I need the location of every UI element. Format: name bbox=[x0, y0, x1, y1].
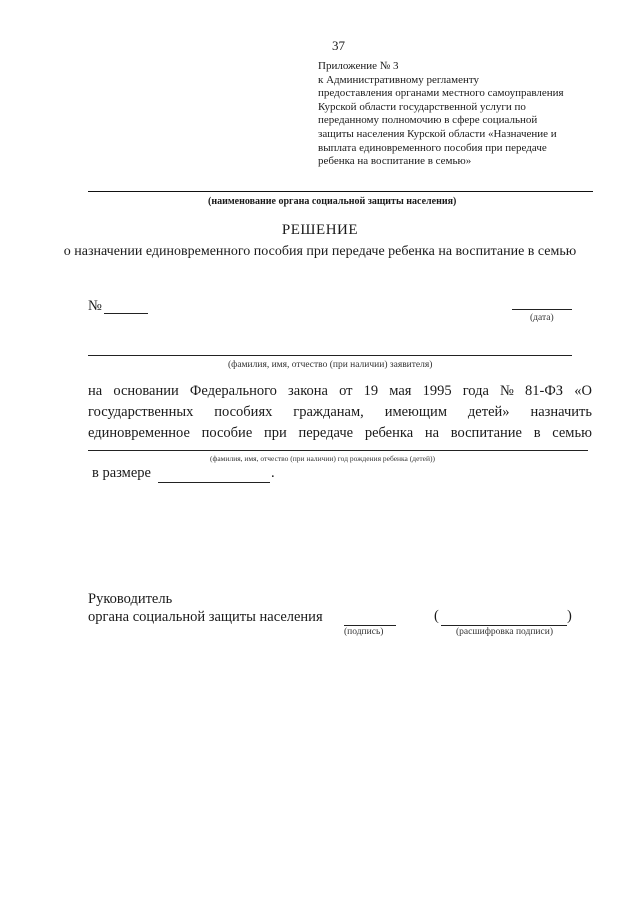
body-word: пособие bbox=[201, 425, 253, 441]
body-word: закона bbox=[288, 383, 328, 399]
child-caption: (фамилия, имя, отчество (при наличии) год рождения ребенка (детей)) bbox=[210, 454, 436, 463]
body-line-1 bbox=[88, 383, 592, 400]
signature-caption: (подпись) bbox=[344, 627, 384, 637]
body-word: на bbox=[88, 383, 103, 399]
document-title: РЕШЕНИЕ bbox=[281, 222, 359, 238]
body-word: имеющим bbox=[384, 404, 447, 420]
appendix-block bbox=[318, 60, 564, 169]
appendix-line: защиты населения Курской области «Назначение и bbox=[318, 127, 557, 140]
body-word: № bbox=[500, 383, 514, 399]
appendix-line: переданному полномочию в сфере социальной bbox=[318, 114, 538, 127]
body-word: 1995 bbox=[422, 383, 452, 399]
body-word: «О bbox=[574, 383, 592, 399]
body-word: ребенка bbox=[364, 425, 414, 441]
appendix-line: к Административному регламенту bbox=[318, 73, 480, 86]
amount-label: в размере bbox=[92, 465, 151, 481]
decoding-open-paren: ( bbox=[434, 608, 439, 624]
authority-caption: (наименование органа социальной защиты населения) bbox=[208, 196, 457, 207]
decoding-caption: (расшифровка подписи) bbox=[456, 627, 553, 637]
body-word: основании bbox=[113, 383, 179, 399]
authority-line bbox=[88, 191, 593, 192]
body-line-3 bbox=[88, 425, 592, 442]
body-word: гражданам, bbox=[293, 404, 364, 420]
page-number: 37 bbox=[332, 38, 345, 53]
body-word: в bbox=[533, 425, 541, 441]
body-word: государственных bbox=[88, 404, 194, 420]
child-field-line[interactable] bbox=[88, 450, 588, 451]
document-subtitle: о назначении единовременного пособия при передаче ребенка на воспитание в семью bbox=[63, 244, 577, 259]
head-title-line-1: Руководитель bbox=[88, 591, 173, 607]
date-field-line[interactable] bbox=[512, 309, 572, 310]
appendix-line: Приложение № 3 bbox=[318, 60, 399, 72]
body-line-2 bbox=[88, 404, 592, 421]
body-word: 19 bbox=[363, 383, 379, 399]
body-word: 81-ФЗ bbox=[525, 383, 564, 399]
appendix-line: выплата единовременного пособия при передаче bbox=[318, 141, 547, 154]
appendix-line: предоставления органами местного самоуправления bbox=[318, 87, 564, 100]
date-caption: (дата) bbox=[530, 313, 554, 323]
number-label: № bbox=[88, 298, 102, 314]
applicant-field-line[interactable] bbox=[88, 355, 572, 356]
signature-field-line[interactable] bbox=[344, 625, 396, 626]
body-word: мая bbox=[389, 383, 412, 399]
amount-field-line[interactable] bbox=[158, 482, 270, 483]
body-word: при bbox=[263, 425, 287, 441]
applicant-caption: (фамилия, имя, отчество (при наличии) заявителя) bbox=[228, 360, 433, 370]
body-word: на bbox=[424, 425, 440, 441]
appendix-line: Курской области государственной услуги по bbox=[318, 100, 526, 113]
decoding-field-line[interactable] bbox=[441, 625, 567, 626]
body-word: пособиях bbox=[214, 404, 273, 420]
body-word: года bbox=[462, 383, 489, 399]
decoding-close-paren: ) bbox=[567, 608, 572, 624]
body-word: от bbox=[339, 383, 353, 399]
body-word: передаче bbox=[298, 425, 354, 441]
head-title-line-2: органа социальной защиты населения bbox=[88, 609, 323, 625]
amount-end: . bbox=[271, 465, 275, 481]
body-word: детей» bbox=[467, 404, 510, 420]
body-word: семью bbox=[552, 425, 592, 441]
body-word: воспитание bbox=[450, 425, 522, 441]
body-word: назначить bbox=[530, 404, 592, 420]
body-word: Федерального bbox=[189, 383, 277, 399]
body-word: единовременное bbox=[88, 425, 190, 441]
appendix-line: ребенка на воспитание в семью» bbox=[318, 155, 472, 168]
number-field-line[interactable] bbox=[104, 313, 148, 314]
